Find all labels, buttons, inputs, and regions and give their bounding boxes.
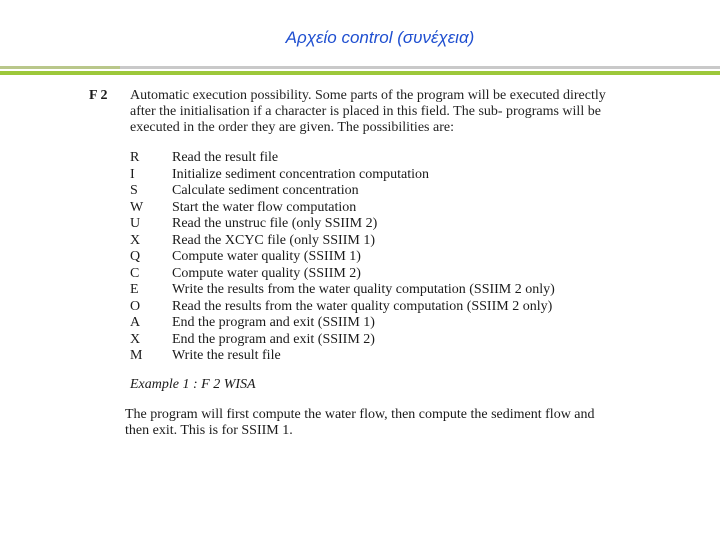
options-list [130,150,629,365]
option-text: Read the result file [172,150,279,165]
option-text: End the program and exit (SSIIM 2) [172,331,375,347]
option-text: Write the result file [172,348,281,363]
option-code: M [130,348,143,363]
option-item [130,150,629,167]
option-item [130,348,629,365]
title-divider-green [0,71,720,75]
option-code: R [130,150,140,165]
option-text: Initialize sediment concentration computation [172,166,429,182]
option-item [130,332,629,349]
option-item [130,315,629,332]
option-code: W [130,199,144,215]
option-item [130,200,629,217]
option-code: Q [130,249,141,264]
option-code: C [130,265,140,281]
option-code: S [130,183,138,198]
option-code: I [130,166,135,182]
option-code: E [130,282,139,297]
option-text: End the program and exit (SSIIM 1) [172,315,375,330]
option-code: O [130,298,141,314]
option-item [130,167,629,184]
option-code: U [130,216,141,231]
field-description: Automatic execution possibility. Some parts of the program will be executed directly after the initialisation if a character is placed in this field. The sub- programs will be executed in the order they are given. The possibilities are: [130,88,606,135]
option-text: Read the XCYC file (only SSIIM 1) [172,232,375,248]
option-text: Start the water flow computation [172,199,357,215]
slide-title: Αρχείο control (συνέχεια) [285,28,475,47]
option-item [130,233,629,250]
option-item [130,216,629,233]
option-item [130,249,629,266]
example-title: Example 1 : F 2 WISA [130,376,256,392]
example-text: The program will first compute the water flow, then compute the sediment flow and then exit. This is for SSIIM 1. [125,406,595,438]
field-code: F 2 [89,88,108,103]
option-item [130,266,629,283]
option-item [130,183,629,200]
option-item [130,282,629,299]
option-text: Read the unstruc file (only SSIIM 2) [172,216,378,231]
option-text: Calculate sediment concentration [172,183,359,198]
field-definition [89,88,629,136]
option-text: Write the results from the water quality computation (SSIIM 2 only) [172,282,555,297]
title-divider-accent [0,66,120,69]
option-code: X [130,232,141,248]
document-body [89,88,629,439]
option-code: A [130,315,141,330]
option-text: Compute water quality (SSIIM 1) [172,249,361,264]
option-text: Read the results from the water quality computation (SSIIM 2 only) [172,298,553,314]
option-code: X [130,331,141,347]
option-text: Compute water quality (SSIIM 2) [172,265,361,281]
option-item [130,299,629,316]
